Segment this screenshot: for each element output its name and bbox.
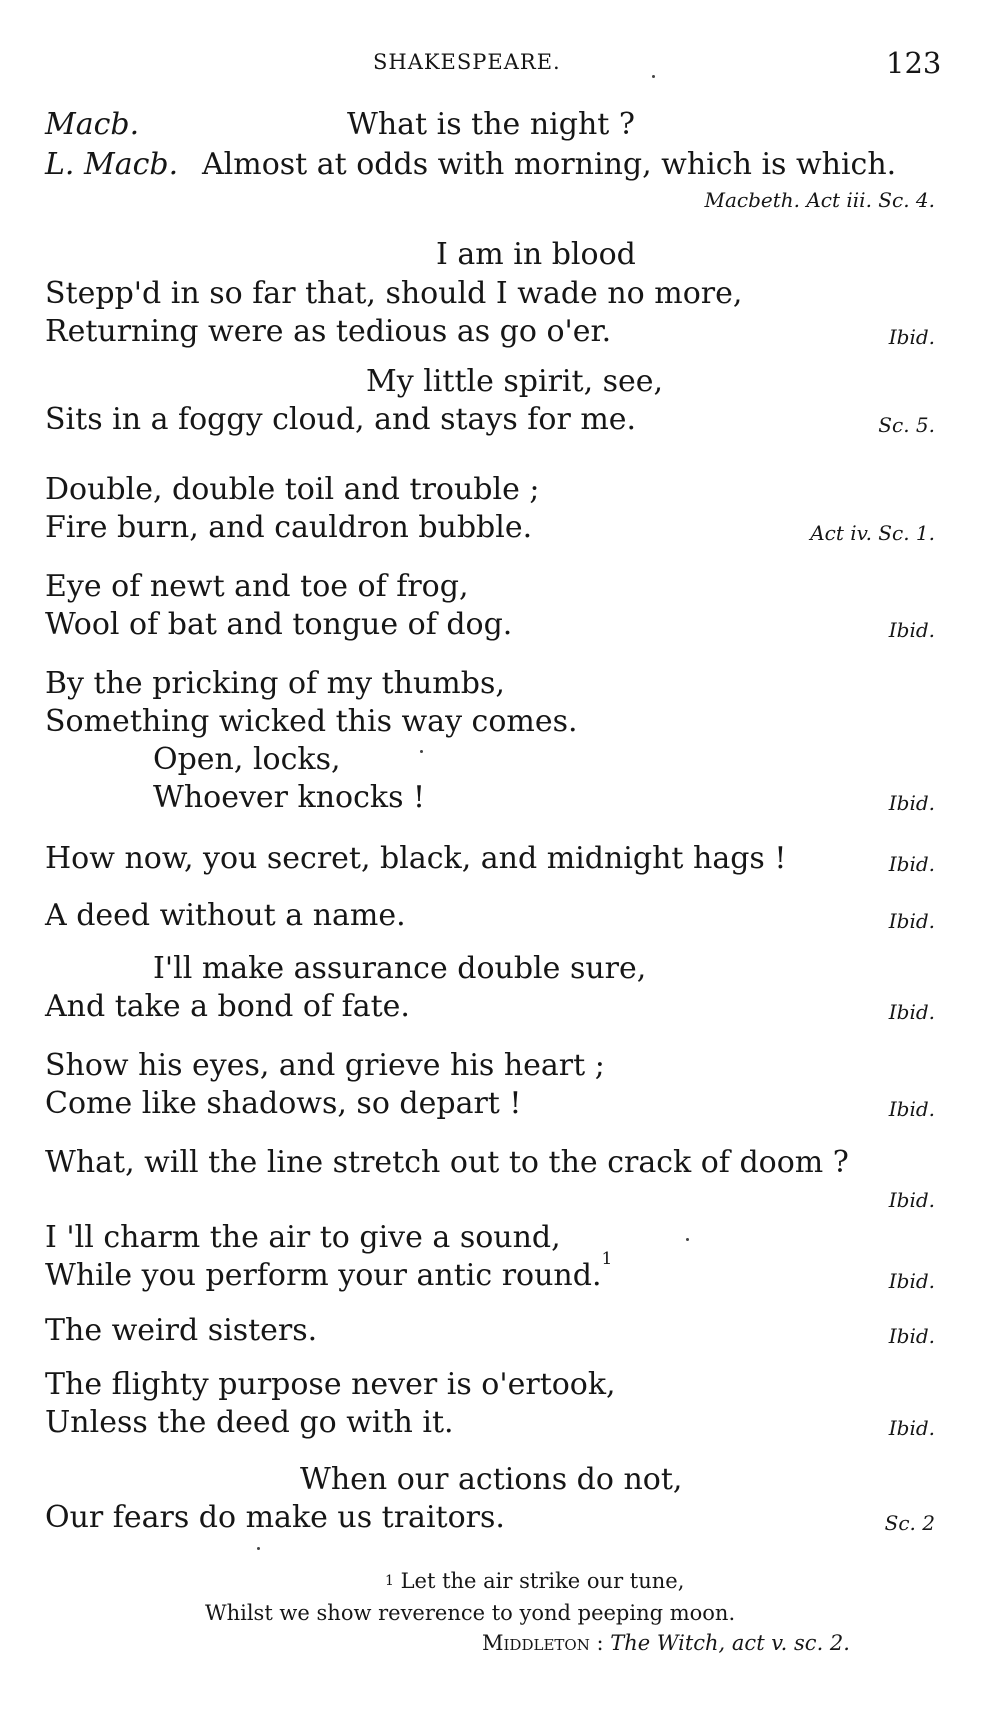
quote-line: And take a bond of fate. [45,989,410,1024]
quote-line: What is the night ? [347,107,635,142]
quote-line: Open, locks, [153,742,341,777]
footnote-attribution: Middleton : The Witch, act v. sc. 2. [482,1631,850,1655]
citation: Ibid. [888,325,935,349]
citation: Ibid. [888,1097,935,1121]
quote-charm-the-air [45,1221,935,1301]
quote-line: I 'll charm the air to give a sound, [45,1220,561,1255]
speaker-label: Macb. [45,107,140,142]
quote-weird-sisters [45,1314,935,1354]
page-number: 123 [886,46,942,80]
citation: Ibid. [888,1324,935,1348]
quote-midnight-hags [45,842,935,882]
running-head [0,46,1000,90]
quote-line: The flighty purpose never is o'ertook, [45,1367,616,1402]
footnote-source: The Witch, act v. sc. 2. [610,1631,850,1655]
quote-assurance-double [45,952,935,1032]
citation: Ibid. [888,618,935,642]
quote-pricking-thumbs [45,667,935,827]
running-title: SHAKESPEARE. [373,50,561,74]
footnote-reference: 1 [601,1249,613,1269]
print-speck [420,750,423,753]
quote-line: Double, double toil and trouble ; [45,472,540,507]
citation: Sc. 5. [878,413,935,437]
quote-flighty-purpose [45,1368,935,1448]
quote-line: A deed without a name. [45,898,406,933]
quote-show-his-eyes [45,1049,935,1129]
quote-line: I am in blood [436,237,636,272]
print-speck [257,1547,260,1550]
quote-line: Returning were as tedious as go o'er. [45,314,612,349]
citation: Ibid. [888,1188,935,1212]
quote-little-spirit [45,365,935,445]
quote-line: Eye of newt and toe of frog, [45,569,469,604]
quote-line: What, will the line stretch out to the crack of doom ? [45,1145,849,1180]
quote-line: Sits in a foggy cloud, and stays for me. [45,402,637,437]
quote-line: The weird sisters. [45,1313,318,1348]
quote-line: My little spirit, see, [366,364,664,399]
quote-line: Fire burn, and cauldron bubble. [45,510,533,545]
speaker-label: L. Macb. [45,147,179,182]
citation: Ibid. [888,909,935,933]
citation: Act iv. Sc. 1. [810,521,935,545]
quote-line: I'll make assurance double sure, [153,951,647,986]
footnote-author: Middleton [482,1631,590,1655]
quote-line: When our actions do not, [300,1462,683,1497]
footnote-mark: 1 [385,1573,394,1589]
quote-double-trouble [45,473,935,553]
quote-in-blood [45,238,935,358]
citation: Ibid. [888,1000,935,1024]
quote-fears-traitors [45,1463,935,1543]
citation: Ibid. [888,1269,935,1293]
quote-line: Show his eyes, and grieve his heart ; [45,1048,605,1083]
quote-line: Wool of bat and tongue of dog. [45,607,513,642]
quote-line: Almost at odds with morning, which is which. [202,147,897,182]
quote-line: Our fears do make us traitors. [45,1500,505,1535]
quote-line: While you perform your antic round.$^1$ [45,1249,613,1293]
quote-deed-without-name [45,899,935,939]
quote-eye-of-newt [45,570,935,650]
citation: Ibid. [888,791,935,815]
quote-crack-of-doom [45,1146,935,1216]
citation: Macbeth. Act iii. Sc. 4. [704,188,935,212]
quote-macbeth-night [45,108,935,228]
quote-line: Unless the deed go with it. [45,1405,454,1440]
citation: Ibid. [888,852,935,876]
quote-line: How now, you secret, black, and midnight hags ! [45,841,787,876]
quote-line: Come like shadows, so depart ! [45,1086,522,1121]
quote-line: Stepp'd in so far that, should I wade no more, [45,276,743,311]
quote-line: Something wicked this way comes. [45,704,578,739]
quote-line: Whoever knocks ! [153,780,426,815]
citation: Ibid. [888,1416,935,1440]
citation: Sc. 2 [884,1511,935,1535]
footnote-line: Whilst we show reverence to yond peeping moon. [205,1601,736,1625]
quote-line: By the pricking of my thumbs, [45,666,505,701]
print-speck [686,1238,689,1241]
footnote-line: $^1$ Let the air strike our tune, [385,1569,685,1593]
print-speck [652,75,655,78]
